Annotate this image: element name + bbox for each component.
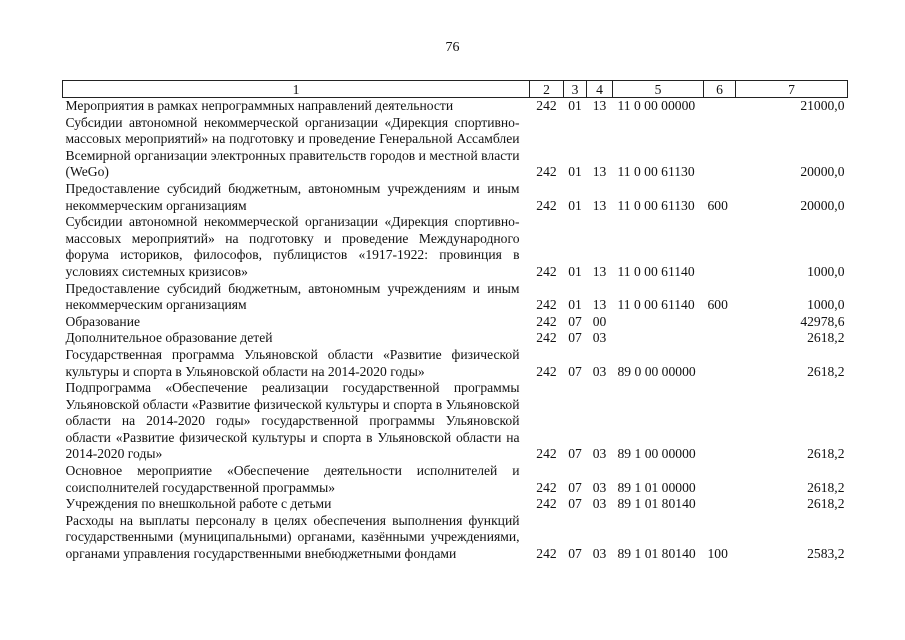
table-row (63, 380, 848, 463)
table-row (63, 330, 848, 347)
row-target: 11 0 00 00000 (617, 98, 696, 113)
row-amount: 2618,2 (807, 479, 845, 495)
header-col-7: 7 (736, 81, 848, 98)
row-target: 89 0 00 00000 (617, 363, 696, 379)
row-subsection: 03 (592, 330, 607, 346)
header-col-1: 1 (63, 81, 530, 98)
row-type (704, 98, 736, 115)
row-name: Расходы на выплаты персоналу в целях обеспечения выполнения функций государственными (муниципальными) органами, казёнными учреждениями, органами управления государственными внебюджетными фондами (65, 512, 520, 562)
row-name: Дополнительное образование детей (65, 330, 273, 346)
row-name: Основное мероприятие «Обеспечение деятельности исполнителей и соисполнителей государственной программы» (65, 463, 520, 495)
table-row (63, 115, 848, 181)
row-section: 07 (568, 330, 582, 346)
row-subsection: 00 (592, 313, 607, 329)
row-section: 07 (568, 479, 582, 495)
table-row (63, 281, 848, 314)
header-col-5: 5 (613, 81, 704, 98)
row-amount: 2618,2 (807, 330, 845, 346)
row-type (704, 314, 736, 331)
row-subsection: 13 (592, 263, 607, 279)
header-col-3: 3 (564, 81, 587, 98)
table-row (63, 214, 848, 280)
row-code: 242 (536, 297, 557, 313)
row-subsection: 03 (592, 363, 607, 379)
row-name: Субсидии автономной некоммерческой организации «Дирекция спортивно-массовых мероприятий» на подготовку и проведение Генеральной Ассамблеи Всемирной организации электронных правительств городов и местной власти (WeGo) (65, 114, 520, 180)
row-amount: 2618,2 (807, 496, 845, 512)
row-type: 100 (707, 546, 728, 562)
table-row (63, 181, 848, 214)
row-subsection: 03 (592, 546, 607, 562)
row-amount: 20000,0 (800, 164, 845, 180)
row-name: Государственная программа Ульяновской области «Развитие физической культуры и спорта в Ульяновской области на 2014-2020 годы» (65, 346, 520, 379)
row-code: 242 (536, 479, 557, 495)
row-section: 01 (568, 297, 582, 313)
row-name: Предоставление субсидий бюджетным, автономным учреждениям и иным некоммерческим организациям (65, 180, 520, 213)
row-section: 07 (568, 496, 582, 512)
row-type (704, 115, 736, 181)
row-subsection: 13 (592, 164, 607, 180)
row-subsection: 13 (592, 297, 607, 313)
row-type (704, 330, 736, 347)
row-code: 242 (536, 546, 557, 562)
row-type: 600 (707, 297, 728, 313)
row-amount: 1000,0 (807, 263, 845, 279)
row-code: 242 (536, 496, 557, 512)
row-amount: 2618,2 (807, 363, 845, 379)
row-subsection: 13 (592, 98, 607, 113)
row-type (704, 214, 736, 280)
row-name: Мероприятия в рамках непрограммных направлений деятельности (65, 98, 454, 113)
row-section: 01 (568, 98, 582, 113)
row-target: 11 0 00 61130 (617, 197, 695, 213)
table-header (63, 81, 848, 98)
row-name: Подпрограмма «Обеспечение реализации государственной программы Ульяновской области «Развитие физической культуры и спорта в Ульяновской области на 2014-2020 годы» государственной программы Ульяновской области «Развитие физической культуры и спорта в Ульяновской области на 2014-2020 годы» (65, 380, 520, 462)
row-type (704, 463, 736, 496)
row-amount: 2583,2 (807, 546, 845, 562)
row-target (613, 330, 704, 347)
row-subsection: 13 (592, 197, 607, 213)
table-row (63, 347, 848, 380)
row-code: 242 (536, 197, 557, 213)
row-section: 01 (568, 197, 582, 213)
row-section: 07 (568, 546, 582, 562)
row-code: 242 (536, 363, 557, 379)
row-name: Предоставление субсидий бюджетным, автономным учреждениям и иным некоммерческим организациям (65, 280, 520, 313)
row-section: 01 (568, 263, 582, 279)
row-code: 242 (536, 263, 557, 279)
table-body (63, 98, 848, 563)
row-amount: 2618,2 (807, 446, 845, 462)
row-section: 07 (568, 363, 582, 379)
row-amount: 1000,0 (807, 297, 845, 313)
row-target: 11 0 00 61140 (617, 297, 695, 313)
header-col-2: 2 (530, 81, 564, 98)
table-row (63, 314, 848, 331)
row-target: 89 1 01 80140 (617, 496, 696, 512)
budget-table (62, 80, 848, 563)
table-row (63, 496, 848, 513)
row-subsection: 03 (592, 479, 607, 495)
row-type (704, 496, 736, 513)
row-amount: 21000,0 (800, 98, 845, 113)
row-amount: 42978,6 (800, 313, 845, 329)
table-row (63, 513, 848, 563)
row-type (704, 380, 736, 463)
row-code: 242 (536, 164, 557, 180)
row-target: 89 1 01 00000 (617, 479, 696, 495)
row-target (613, 314, 704, 331)
table-row (63, 463, 848, 496)
page-number: 76 (445, 40, 460, 55)
row-section: 07 (568, 313, 582, 329)
row-code: 242 (536, 446, 557, 462)
row-section: 07 (568, 446, 582, 462)
header-col-4: 4 (587, 81, 613, 98)
row-subsection: 03 (592, 446, 607, 462)
row-target: 11 0 00 61130 (617, 164, 695, 180)
row-name: Субсидии автономной некоммерческой организации «Дирекция спортивно-массовых мероприятий» на подготовку и проведение Международного форума историков, философов, публицистов «1917-1922: провинция в условиях системных кризисов» (65, 214, 520, 279)
header-row (63, 81, 848, 98)
row-name: Образование (65, 313, 141, 329)
row-code: 242 (536, 98, 557, 113)
row-amount: 20000,0 (800, 197, 845, 213)
table-row (63, 98, 848, 115)
row-name: Учреждения по внешкольной работе с детьми (65, 496, 332, 512)
row-target: 89 1 01 80140 (617, 546, 696, 562)
header-col-6: 6 (704, 81, 736, 98)
row-target: 89 1 00 00000 (617, 446, 696, 462)
row-target: 11 0 00 61140 (617, 263, 695, 279)
row-type: 600 (707, 197, 728, 213)
row-type (704, 347, 736, 380)
row-code: 242 (536, 313, 557, 329)
row-section: 01 (568, 164, 582, 180)
row-code: 242 (536, 330, 557, 346)
row-subsection: 03 (592, 496, 607, 512)
